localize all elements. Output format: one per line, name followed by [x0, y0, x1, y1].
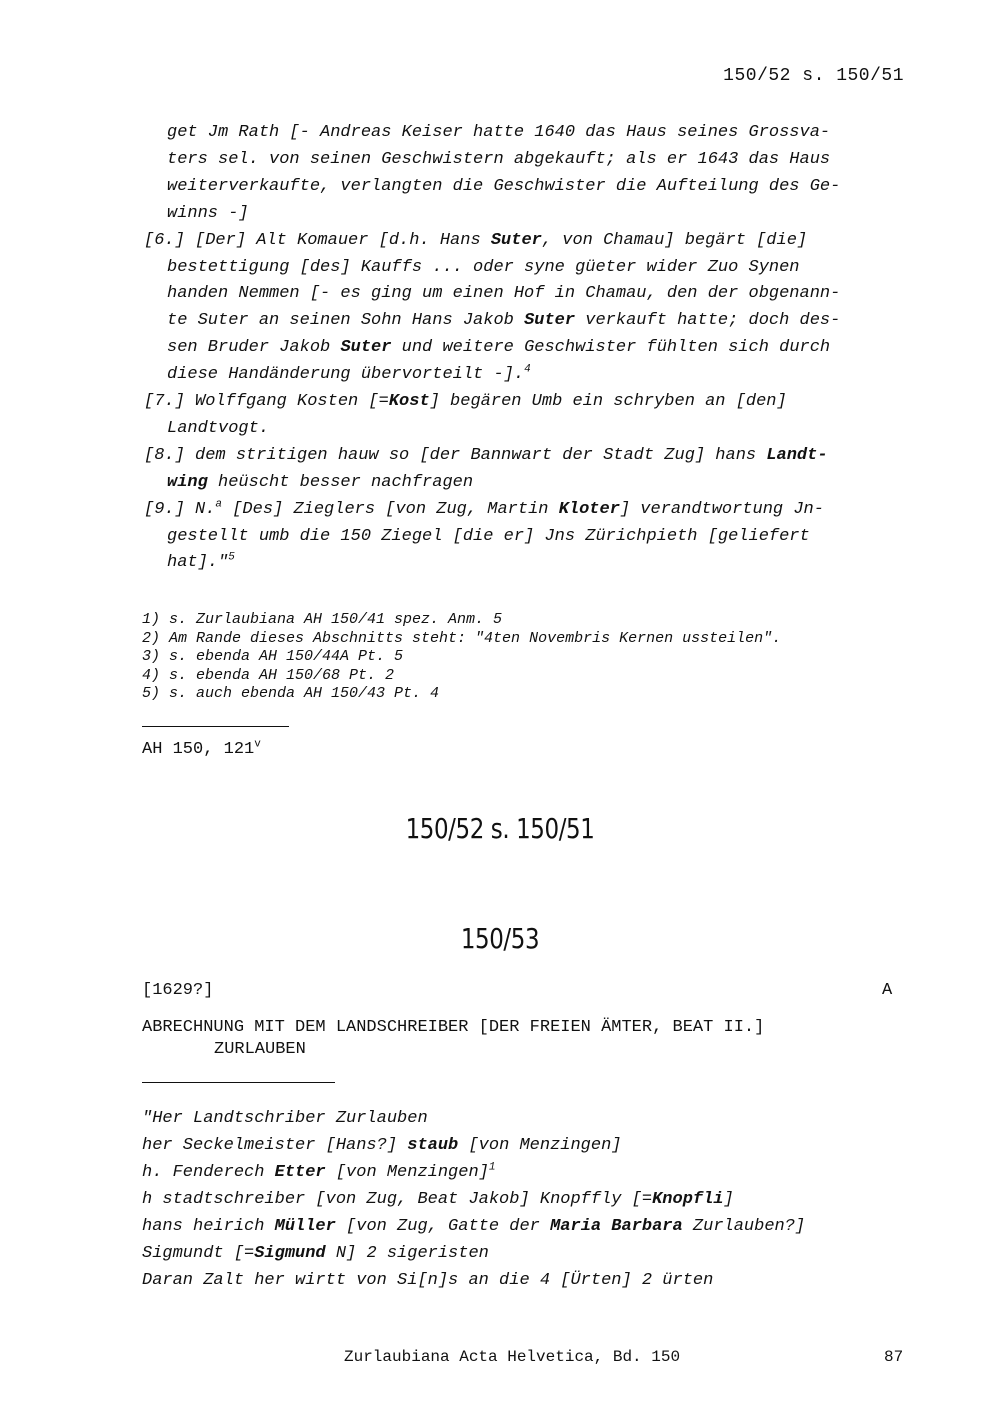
superscript: a [215, 497, 223, 510]
transcription-line [144, 497, 824, 519]
footnote-divider [142, 726, 289, 727]
text-run: weiterverkaufte, verlangten die Geschwister die Aufteilung des Ge- [167, 176, 841, 196]
text-run: bestettigung [des] Kauffs ... oder syne güeter wider Zuo Synen [167, 257, 800, 277]
text-run: sen Bruder Jakob [167, 338, 341, 358]
page-number: 87 [884, 1348, 904, 1366]
transcription-line [167, 177, 840, 196]
footer-title: Zurlaubiana Acta Helvetica, Bd. 150 [344, 1348, 681, 1366]
bold-name: staub [407, 1136, 459, 1155]
text-run: [6.] [Der] Alt Komauer [d.h. Hans [144, 230, 491, 250]
transcription-line [167, 123, 830, 142]
transcription-line [167, 258, 800, 277]
transcription-line [167, 311, 840, 330]
text-run: ] begären Umb ein schryben an [den] [429, 392, 787, 411]
transcription-line [167, 527, 810, 546]
bold-name: Kost [388, 392, 430, 411]
text-run: [9.] N. [144, 499, 216, 519]
text-run: , von Chamau] begärt [die] [541, 230, 808, 250]
bold-name: Landt- [766, 445, 828, 465]
transcription-line [167, 419, 269, 438]
source-ref-text: AH 150, 121 [142, 740, 255, 759]
text-run: und weitere Geschwister fühlten sich durch [391, 338, 831, 358]
footnote-item: 1) s. Zurlaubiana AH 150/41 spez. Anm. 5 [142, 611, 503, 628]
source-ref [142, 740, 261, 759]
transcription-line [142, 1217, 805, 1236]
text-run: her Seckelmeister [Hans?] [142, 1136, 408, 1155]
bold-name: Suter [490, 230, 542, 250]
footnote-item: 5) s. auch ebenda AH 150/43 Pt. 4 [142, 685, 440, 702]
footnote-item: 4) s. ebenda AH 150/68 Pt. 2 [142, 666, 395, 684]
bold-name: Sigmund [254, 1244, 326, 1263]
doc-date: [1629?] [142, 981, 214, 1000]
transcription-line [167, 473, 473, 492]
transcription-line [167, 150, 830, 169]
text-run: [von Menzingen] [325, 1163, 489, 1182]
text-run: get Jm Rath [- Andreas Keiser hatte 1640 das Haus seines Grossva- [167, 123, 831, 142]
text-run: ] verandtwortung Jn- [619, 499, 824, 519]
transcription-line [167, 204, 249, 223]
source-ref-sup: v [254, 738, 261, 751]
text-run: ters sel. von seinen Geschwistern abgekauft; als er 1643 das Haus [167, 149, 831, 169]
bold-name: Knopfli [652, 1190, 724, 1209]
text-run: diese Handänderung übervorteilt -]. [167, 365, 525, 385]
footnote-item: 2) Am Rande dieses Abschnitts steht: "4ten Novembris Kernen ussteilen". [142, 629, 782, 647]
text-run: hans heirich [142, 1217, 275, 1236]
transcription-line [167, 284, 840, 303]
bold-name: Suter [524, 311, 576, 331]
text-run: verkauft hatte; doch des- [575, 311, 841, 331]
text-run: gestellt umb die 150 Ziegel [die er] Jns Zürichpieth [geliefert [167, 526, 810, 546]
text-run: [Des] Zieglers [von Zug, Martin [222, 499, 559, 519]
transcription-line [167, 365, 531, 384]
transcription-line [142, 1271, 713, 1290]
footnote-item: 3) s. ebenda AH 150/44A Pt. 5 [142, 648, 404, 665]
text-run: Daran Zalt her wirtt von Si[n]s an die 4 [Ürten] 2 ürten [142, 1271, 714, 1290]
superscript: 4 [524, 363, 531, 376]
text-run: hat]." [167, 553, 229, 573]
transcription-line [142, 1136, 622, 1155]
transcription-line [167, 338, 830, 357]
transcription-line [144, 392, 787, 411]
text-run: [7.] Wolffgang Kosten [= [144, 392, 389, 411]
text-run: Sigmundt [= [142, 1244, 255, 1263]
text-run: ] [723, 1190, 734, 1209]
transcription-line [167, 553, 235, 572]
superscript: 1 [488, 1161, 496, 1174]
text-run: N] 2 sigeristen [325, 1244, 489, 1263]
text-run: h stadtschreiber [von Zug, Beat Jakob] Knopffly [= [142, 1190, 653, 1209]
text-run: Landtvogt. [167, 418, 270, 438]
text-run: "Her Landtschriber Zurlauben [142, 1109, 428, 1128]
text-run: [von Zug, Gatte der [335, 1217, 551, 1236]
transcription-line [144, 446, 828, 465]
heading-ref: 150/52 s. 150/51 [405, 812, 595, 845]
doc-title-line1: ABRECHNUNG MIT DEM LANDSCHREIBER [DER FREIEN ÄMTER, BEAT II.] [142, 1018, 765, 1037]
bold-name: Kloter [558, 499, 620, 519]
text-run: h. Fenderech [142, 1163, 275, 1182]
heading-doc-number: 150/53 [460, 922, 540, 955]
bold-name: wing [167, 472, 208, 492]
transcription-line [142, 1190, 734, 1209]
transcription-line [142, 1109, 428, 1128]
transcription-line [144, 231, 807, 250]
text-run: winns -] [167, 203, 249, 223]
bold-name: Maria Barbara [550, 1217, 683, 1236]
doc-title-line2: ZURLAUBEN [214, 1040, 306, 1059]
text-run: heüscht besser nachfragen [207, 472, 474, 492]
title-divider [142, 1082, 335, 1083]
superscript: 5 [228, 551, 235, 564]
page-header-ref: 150/52 s. 150/51 [723, 66, 904, 86]
transcription-line [142, 1244, 489, 1263]
text-run: handen Nemmen [- es ging um einen Hof in Chamau, den der obgenann- [167, 284, 841, 304]
bold-name: Suter [340, 338, 392, 358]
transcription-line [142, 1163, 495, 1182]
bold-name: Müller [274, 1217, 336, 1236]
text-run: [8.] dem stritigen hauw so [der Bannwart der Stadt Zug] hans [144, 445, 767, 465]
text-run: te Suter an seinen Sohn Hans Jakob [167, 311, 525, 331]
bold-name: Etter [274, 1163, 326, 1182]
doc-type: A [882, 981, 893, 1000]
text-run: Zurlauben?] [682, 1217, 806, 1236]
text-run: [von Menzingen] [458, 1136, 622, 1155]
